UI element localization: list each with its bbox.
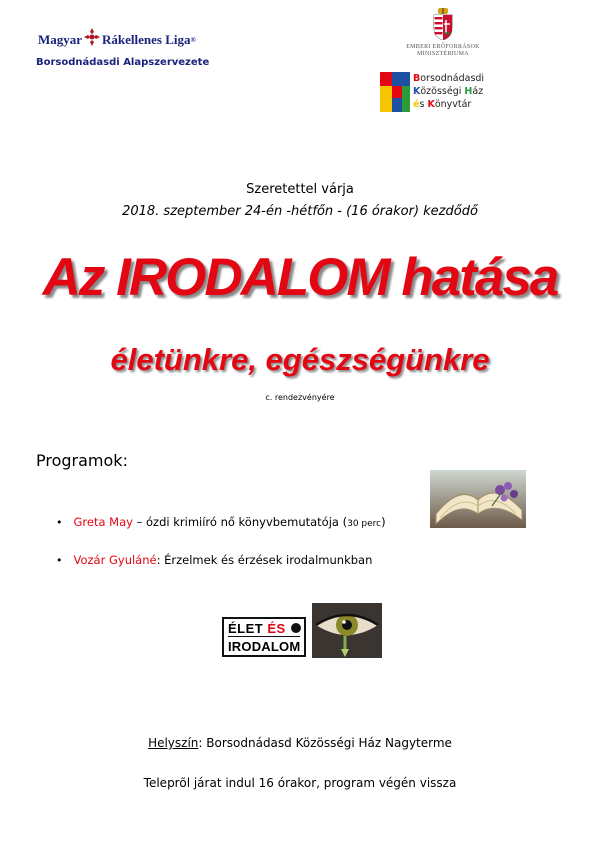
liga-name-part1: Magyar [38,31,83,47]
logo-word-es: ÉS [267,621,286,636]
coat-of-arms-icon [432,8,454,40]
venue-label: Helyszín [148,736,199,750]
registered-mark: ® [190,35,196,44]
venue-text: : Borsodnádasd Közösségi Ház Nagyterme [198,736,452,750]
event-note: c. rendezvényére [265,393,335,402]
cross-icon [84,28,100,51]
eye-photo [312,603,382,658]
liga-name-part2: Rákellenes Liga [102,31,191,47]
ministry-name-line1: EMBERI ERŐFORRÁSOK [406,44,480,50]
elet-es-irodalom-logo [222,617,306,657]
logo-dot-icon [291,623,301,633]
venue [0,736,600,750]
event-title: Az IRODALOM hatása [42,248,558,307]
event-subtitle: életünkre, egészségünkre [110,342,490,377]
liga-logo [38,28,196,51]
program-duration: 30 perc [347,519,382,529]
invitation-line: Szeretettel várja [246,182,354,197]
house-line-1: Borsodnádasdi [413,73,485,84]
transport-info: Teleprõl járat indul 16 órakor, program végén vissza [143,776,457,790]
house-line-2: Közösségi Ház [413,86,484,97]
liga-branch: Borsodnádasdi Alapszervezete [36,57,210,68]
bullet: • [56,554,63,567]
ministry-name-line2: MINISZTÉRIUMA [417,51,469,57]
program-person: Vozár Gyuláné [73,553,157,567]
house-line-3: és Könyvtár [413,99,472,110]
program-close: ) [381,515,386,529]
logo-word-irodalom: IRODALOM [228,639,301,654]
program-item [56,553,372,567]
program-text: – ózdi krimiíró nő könyvbemutatója ( [132,515,348,529]
book-photo [430,470,526,528]
community-house-logo [380,72,484,112]
logo-word-elet: ÉLET [228,621,264,636]
event-date: 2018. szeptember 24-én -hétfőn - (16 órakor) kezdődő [122,204,478,219]
colored-squares-icon [380,72,410,112]
program-person: Greta May [73,515,133,529]
ministry-logo [388,8,498,58]
programs-heading: Programok: [36,451,128,470]
program-item [56,515,386,529]
bullet: • [56,516,63,529]
program-text: : Érzelmek és érzések irodalmunkban [156,553,373,567]
